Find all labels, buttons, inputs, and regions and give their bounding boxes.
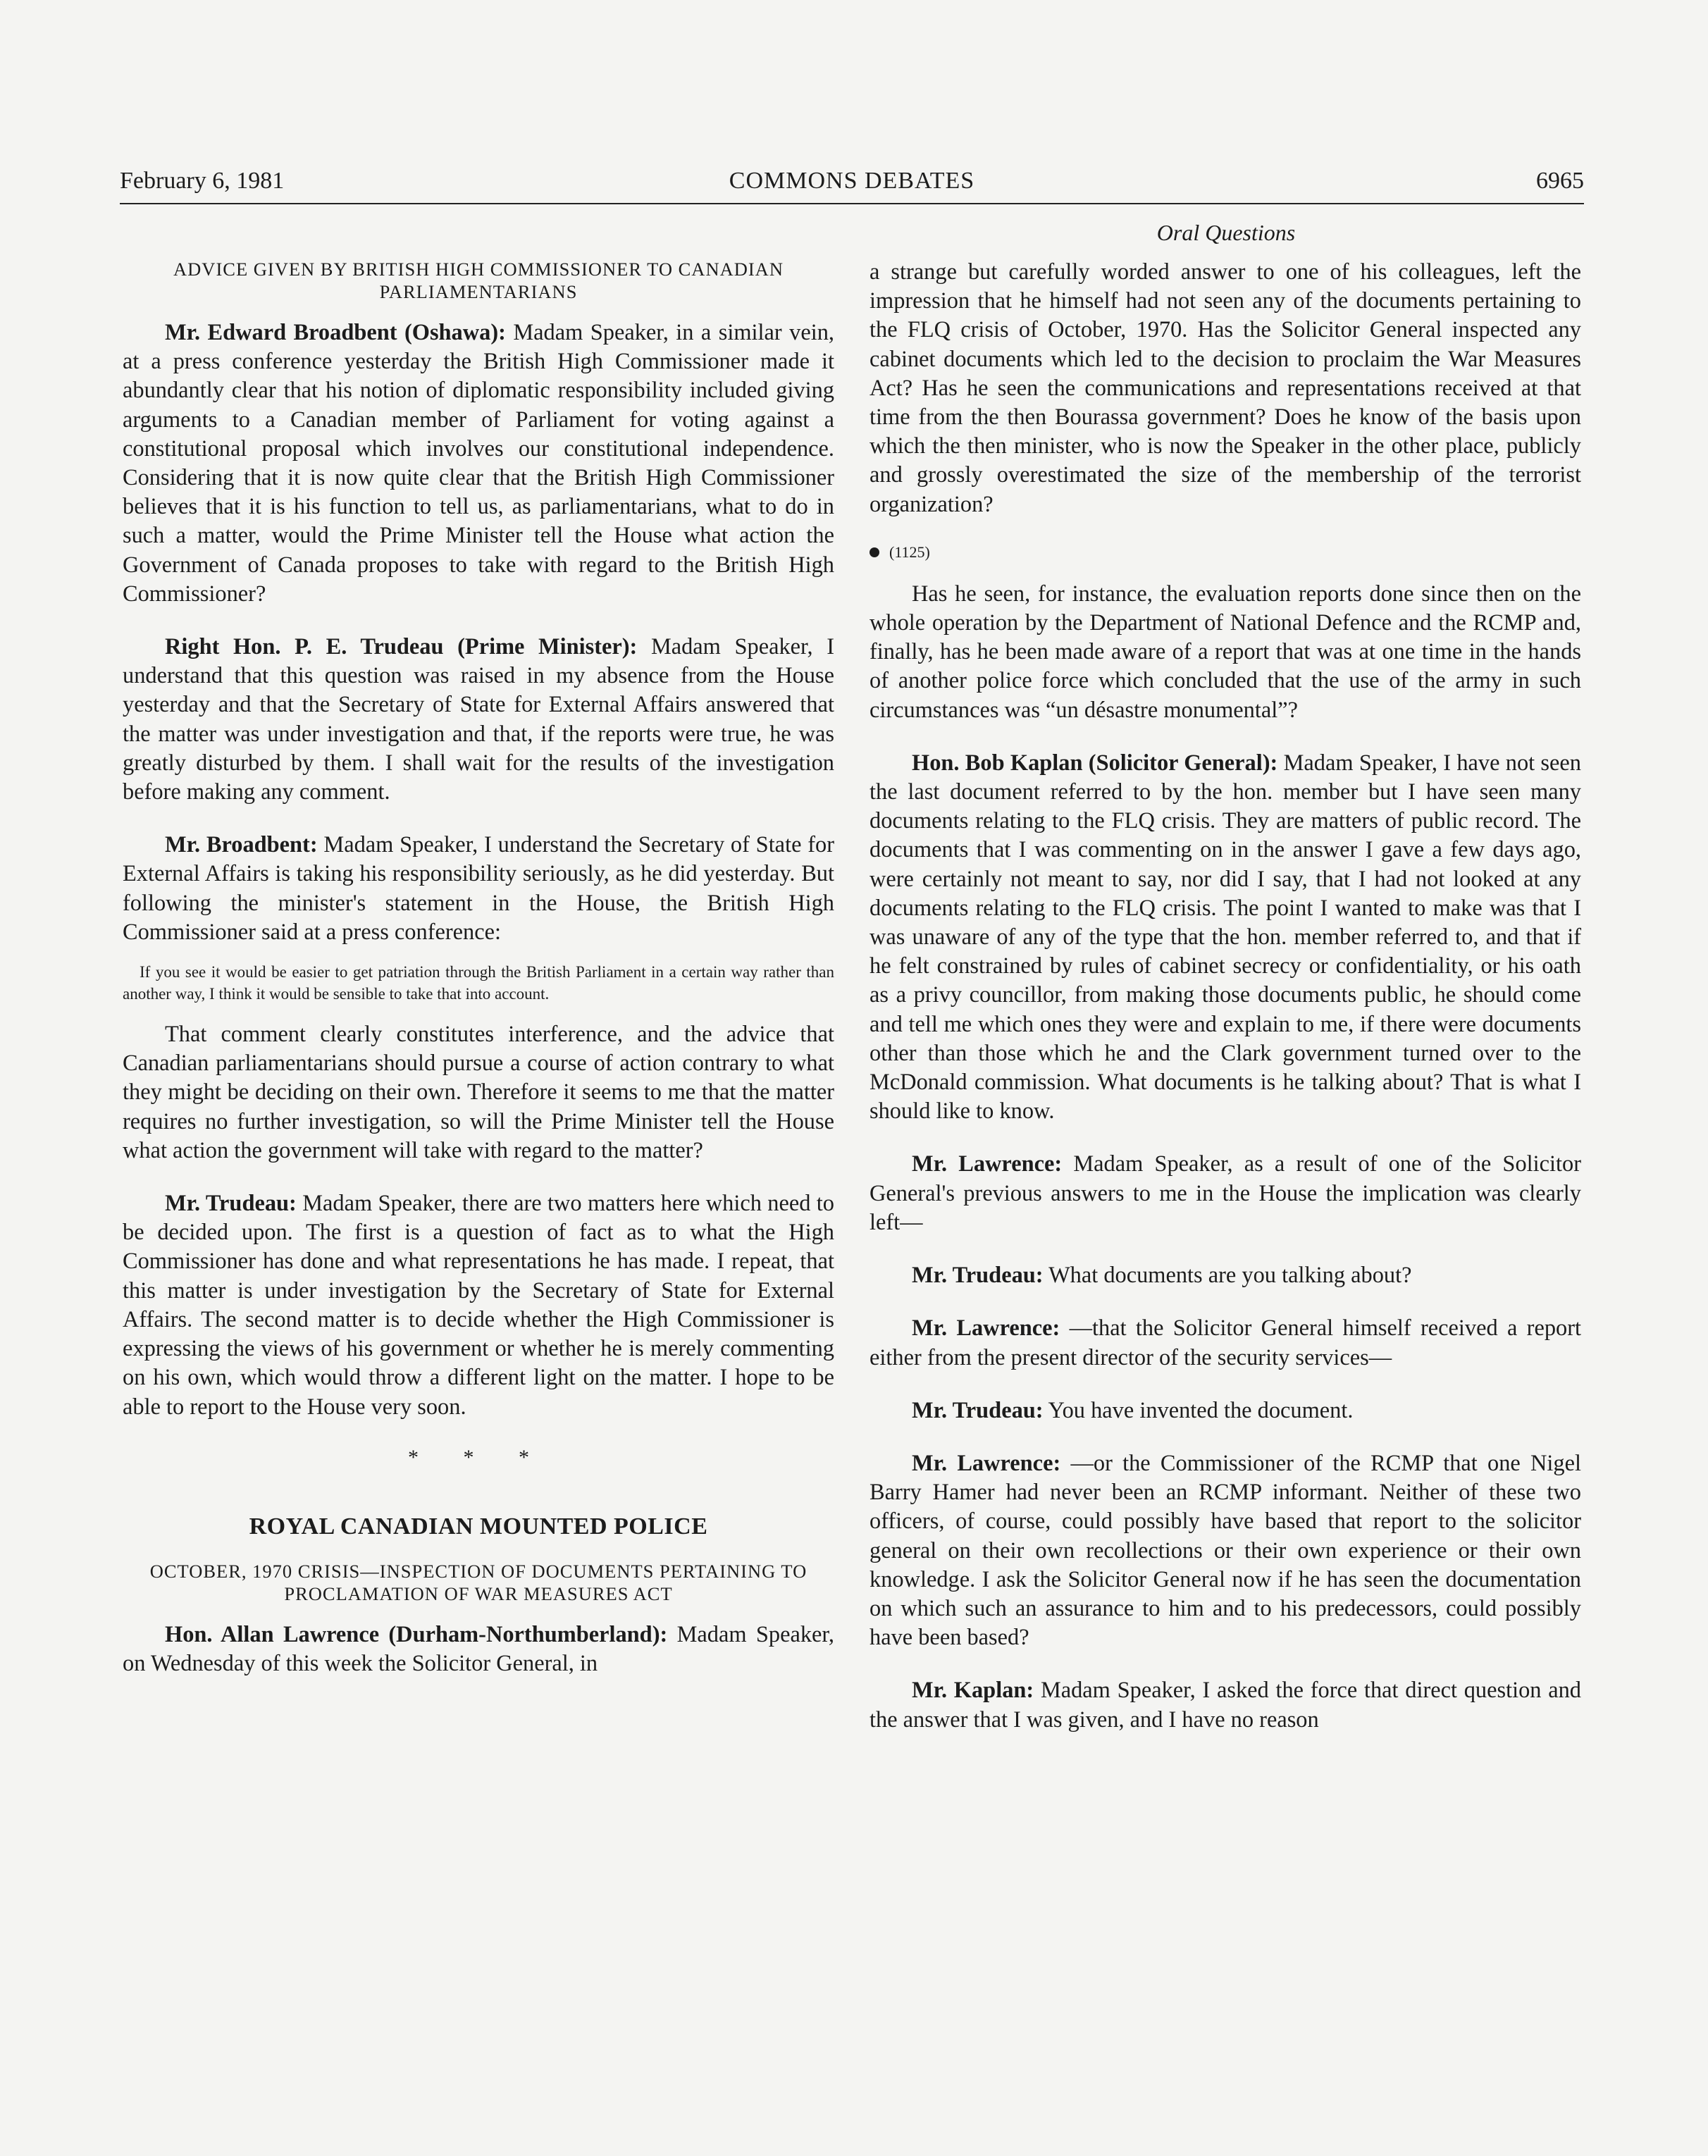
paragraph [870, 1261, 1581, 1290]
section-label: Oral Questions [1156, 220, 1296, 245]
speech-text: Madam Speaker, in a similar vein, at a press conference yesterday the British High Commissioner made it abundantly clear that his notion of diplomatic responsibility included giving arguments to a Canadian member of Parliament for voting against a constitutional proposal which involves our constitutional independence. Considering that it is now quite clear that the British High Commissioner believes that it is his function to tell us, as parliamentarians, what to do in such a matter, would the Prime Minister tell the House what action the Government of Canada proposes to take with regard to the British High Commissioner? [123, 320, 834, 607]
speaker-name: Mr. Lawrence: [912, 1151, 1063, 1177]
section-separator: * * * [408, 1445, 549, 1469]
speaker-name: Mr. Broadbent: [165, 832, 318, 858]
paragraph: a strange but carefully worded answer to one of his colleagues, left the impression that he himself had not seen any of the documents pertaining to the FLQ crisis of October, 1970. Has the Solicitor General inspected any cabinet documents which led to the decision to proclaim the War Measures Act? Has he seen the communications and representations received at that time from the then Bourassa government? Does he know of the basis upon which the then minister, who is now the Speaker in the other place, publicly and grossly overestimated the size of the membership of the terrorist organization? [870, 259, 1581, 517]
paragraph [870, 1396, 1581, 1425]
speech-text: Madam Speaker, on Wednesday of this week the Solicitor General, in [123, 1621, 834, 1676]
speech-text: Madam Speaker, I asked the force that direct question and the answer that I was given, and I have no reason [870, 1678, 1581, 1733]
paragraph [123, 318, 834, 609]
speaker-name: Hon. Allan Lawrence (Durham-Northumberland): [165, 1621, 668, 1647]
speech-text: What documents are you talking about? [1048, 1263, 1412, 1289]
speaker-name: Mr. Lawrence: [912, 1450, 1061, 1476]
speaker-name: Mr. Trudeau: [165, 1191, 297, 1217]
header-page-number: 6965 [1536, 168, 1584, 194]
bullet-icon [870, 547, 879, 557]
paragraph: Has he seen, for instance, the evaluation reports done since then on the whole operation by the Department of National Defence and the RCMP and, finally, has he been made aware of a report that was at one time in the hands of another police force which concluded that the use of the army in such circumstances was “un désastre monumental”? [870, 581, 1581, 723]
speech-text: Madam Speaker, I have not seen the last document referred to by the hon. member but I have seen many documents relating to the FLQ crisis. They are matters of public record. The documents that I was commenting on in the answer I gave a few days ago, were certainly not meant to say, nor did I say, that I had not looked at any documents relating to the FLQ crisis. The point I wanted to make was that I was unaware of any of the type that the hon. member referred to, and that if he felt constrained by rules of cabinet secrecy or confidentiality, or his oath as a privy councillor, from making those documents public, he should come and tell me which ones they were and explain to me, if there were documents other than those which he and the Clark government turned over to the McDonald commission. What documents is he talking about? That is what I should like to know. [870, 750, 1581, 1125]
speaker-name: Mr. Lawrence: [912, 1315, 1060, 1342]
speaker-name: Right Hon. P. E. Trudeau (Prime Minister): [165, 634, 638, 660]
speech-text: Madam Speaker, I understand that this question was raised in my absence from the House yesterday and that the Secretary of State for External Affairs answered that the matter was under investigation and that, if the reports were true, he was greatly disturbed by them. I shall wait for the results of the investigation before making any comment. [123, 634, 834, 805]
paragraph [123, 633, 834, 807]
speech-text: Madam Speaker, as a result of one of the Solicitor General's previous answers to me in the House the implication was clearly left— [870, 1151, 1581, 1235]
speech-text: You have invented the document. [1048, 1397, 1354, 1423]
paragraph [123, 1189, 834, 1422]
speaker-name: Mr. Kaplan: [912, 1678, 1034, 1704]
speaker-name: Mr. Trudeau: [912, 1397, 1044, 1423]
speech-text: Madam Speaker, I understand the Secretary of State for External Affairs is taking his responsibility seriously, as he did yesterday. But following the minister's statement in the House, the British High Commissioner said at a press conference: [123, 832, 834, 945]
header-date: February 6, 1981 [120, 168, 285, 194]
paragraph [870, 1449, 1581, 1652]
page-header [120, 168, 1584, 204]
paragraph [870, 749, 1581, 1127]
subheading-advice: ADVICE GIVEN BY BRITISH HIGH COMMISSIONER TO CANADIAN PARLIAMENTARIANS [173, 259, 784, 302]
block-quote: If you see it would be easier to get patriation through the British Parliament in a certain way rather than another way, I think it would be sensible to take that into account. [123, 963, 834, 1003]
speaker-name: Hon. Bob Kaplan (Solicitor General): [912, 750, 1278, 776]
time-marker-text: (1125) [889, 543, 930, 561]
speaker-name: Mr. Edward Broadbent (Oshawa): [165, 320, 506, 345]
paragraph [870, 1314, 1581, 1372]
speaker-name: Mr. Trudeau: [912, 1263, 1044, 1289]
time-marker [870, 543, 1581, 562]
paragraph [870, 1150, 1581, 1237]
speech-text: —that the Solicitor General himself received a report either from the present director of the security services— [870, 1315, 1581, 1370]
right-column [870, 258, 1581, 1759]
paragraph [123, 831, 834, 947]
paragraph [123, 1621, 834, 1678]
left-column [123, 258, 834, 1702]
paragraph [870, 1676, 1581, 1734]
subheading-crisis: OCTOBER, 1970 CRISIS—INSPECTION OF DOCUMENTS PERTAINING TO PROCLAMATION OF WAR MEASURES ACT [149, 1560, 807, 1604]
header-title: COMMONS DEBATES [729, 168, 975, 194]
main-heading: ROYAL CANADIAN MOUNTED POLICE [249, 1513, 708, 1539]
speech-text: Madam Speaker, there are two matters here which need to be decided upon. The first is a question of fact as to what the High Commissioner has done and what representations he has made. I repeat, that this matter is under investigation by the Secretary of State for External Affairs. The second matter is to decide whether the High Commissioner is expressing the views of his government or whether he is merely commenting on his own, which would throw a different light on the matter. I hope to be able to report to the House very soon. [123, 1191, 835, 1420]
paragraph: That comment clearly constitutes interference, and the advice that Canadian parliamentarians should pursue a course of action contrary to what they might be deciding on their own. Therefore it seems to me that the matter requires no further investigation, so will the Prime Minister tell the House what action the government will take with regard to the matter? [123, 1022, 834, 1163]
speech-text: —or the Commissioner of the RCMP that one Nigel Barry Hamer had never been an RCMP informant. Neither of these two officers, of course, could possibly have based that report to the solicitor general on their own recollections or their own experience or their own knowledge. I ask the Solicitor General now if he has seen the documentation on which such an assurance to him and to his predecessors, could possibly have been based? [870, 1450, 1581, 1651]
